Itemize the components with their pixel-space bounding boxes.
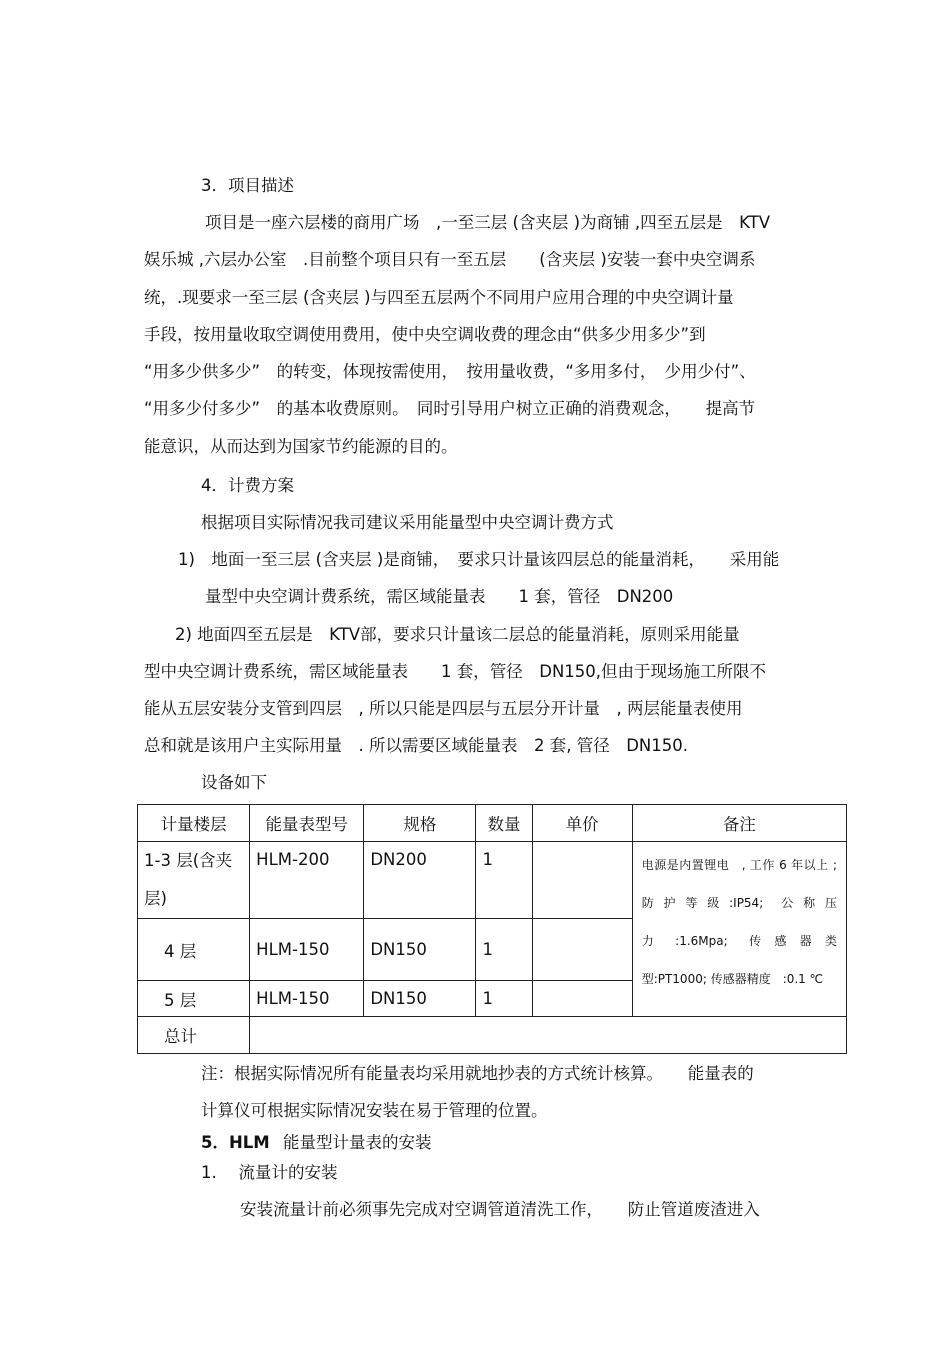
section5-sub1: 1. 流量计的安装 [201,1163,338,1182]
row3-spec: DN150 [364,981,476,1017]
total-value [250,1017,847,1054]
equipment-table [137,804,847,1054]
section5-heading-num: 5．HLM [201,1133,270,1152]
row3-floor: 5 层 [138,981,250,1017]
header-qty: 数量 [476,805,532,842]
note-line-2: 计算仪可根据实际情况安装在易于管理的位置。 [201,1101,548,1120]
row1-spec: DN200 [364,842,476,919]
section4-heading: 4．计费方案 [201,476,294,495]
row1-floor: 1-3 层(含夹层) [138,842,250,919]
table-total-row [138,1017,847,1054]
section4-item2-line3: 能从五层安装分支管到四层 , 所以只能是四层与五层分开计量 , 两层能量表使用 [144,699,743,718]
header-floor: 计量楼层 [138,805,250,842]
section3-line-4: 手段，按用量收取空调使用费用，使中央空调收费的理念由“供多少用多少”到 [144,325,706,344]
row3-qty: 1 [476,981,532,1017]
section4-item1-line1: 1) 地面一至三层 (含夹层 )是商铺， 要求只计量该四层总的能量消耗， 采用能 [178,550,780,569]
row2-qty: 1 [476,919,532,981]
table-header-row [138,805,847,842]
remark-cell: 电源是内置锂电 , 工作 6 年以上 ; 防 护 等 级 :IP54; 公 称 压 力 :1.6Mpa; 传 感 器 类 型:PT1000; 传感器精度 :0.1 ℃ [632,842,846,1017]
section3-line-2: 娱乐城 ,六层办公室 .目前整个项目只有一至五层 (含夹层 )安装一套中央空调系 [144,250,756,269]
row1-model: HLM-200 [250,842,364,919]
section3-line-5: “用多少供多少” 的转变，体现按需使用， 按用量收费，“多用多付， 少用少付”、 [144,362,756,381]
section4-item2-line1: 2) 地面四至五层是 KTV部，要求只计量该二层总的能量消耗，原则采用能量 [175,625,740,644]
row2-price [532,919,632,981]
row2-spec: DN150 [364,919,476,981]
total-label: 总计 [138,1017,250,1054]
header-spec: 规格 [364,805,476,842]
row1-qty: 1 [476,842,532,919]
section5-heading-text: 能量型计量表的安装 [282,1133,432,1152]
note-line-1: 注：根据实际情况所有能量表均采用就地抄表的方式统计核算。 能量表的 [201,1064,754,1083]
row2-model: HLM-150 [250,919,364,981]
section4-item2-line4: 总和就是该用户主实际用量 . 所以需要区域能量表 2 套, 管径 DN150. [144,736,689,755]
section3-line-7: 能意识，从而达到为国家节约能源的目的。 [144,437,458,456]
header-remark: 备注 [632,805,846,842]
row2-floor: 4 层 [138,919,250,981]
table-row [138,842,847,919]
section3-line-6: “用多少付多少” 的基本收费原则。 同时引导用户树立正确的消费观念， 提高节 [144,399,756,418]
row3-price [532,981,632,1017]
section5-sub1-text: 安装流量计前必须事先完成对空调管道清洗工作， 防止管道废渣进入 [240,1200,760,1219]
header-price: 单价 [532,805,632,842]
header-model: 能量表型号 [250,805,364,842]
section5-heading [201,1133,431,1153]
row3-model: HLM-150 [250,981,364,1017]
section3-line-3: 统，.现要求一至三层 (含夹层 )与四至五层两个不同用户应用合理的中央空调计量 [144,288,734,307]
section3-heading: 3．项目描述 [201,176,294,195]
section3-line-1: 项目是一座六层楼的商用广场 ,一至三层 (含夹层 )为商铺 ,四至五层是 KTV [205,213,771,232]
equipment-caption: 设备如下 [201,773,267,792]
section4-item1-line2: 量型中央空调计费系统，需区域能量表 1 套，管径 DN200 [205,587,674,606]
row1-price [532,842,632,919]
section4-item2-line2: 型中央空调计费系统，需区域能量表 1 套，管径 DN150,但由于现场施工所限不 [144,662,767,681]
section4-intro: 根据项目实际情况我司建议采用能量型中央空调计费方式 [201,513,614,532]
